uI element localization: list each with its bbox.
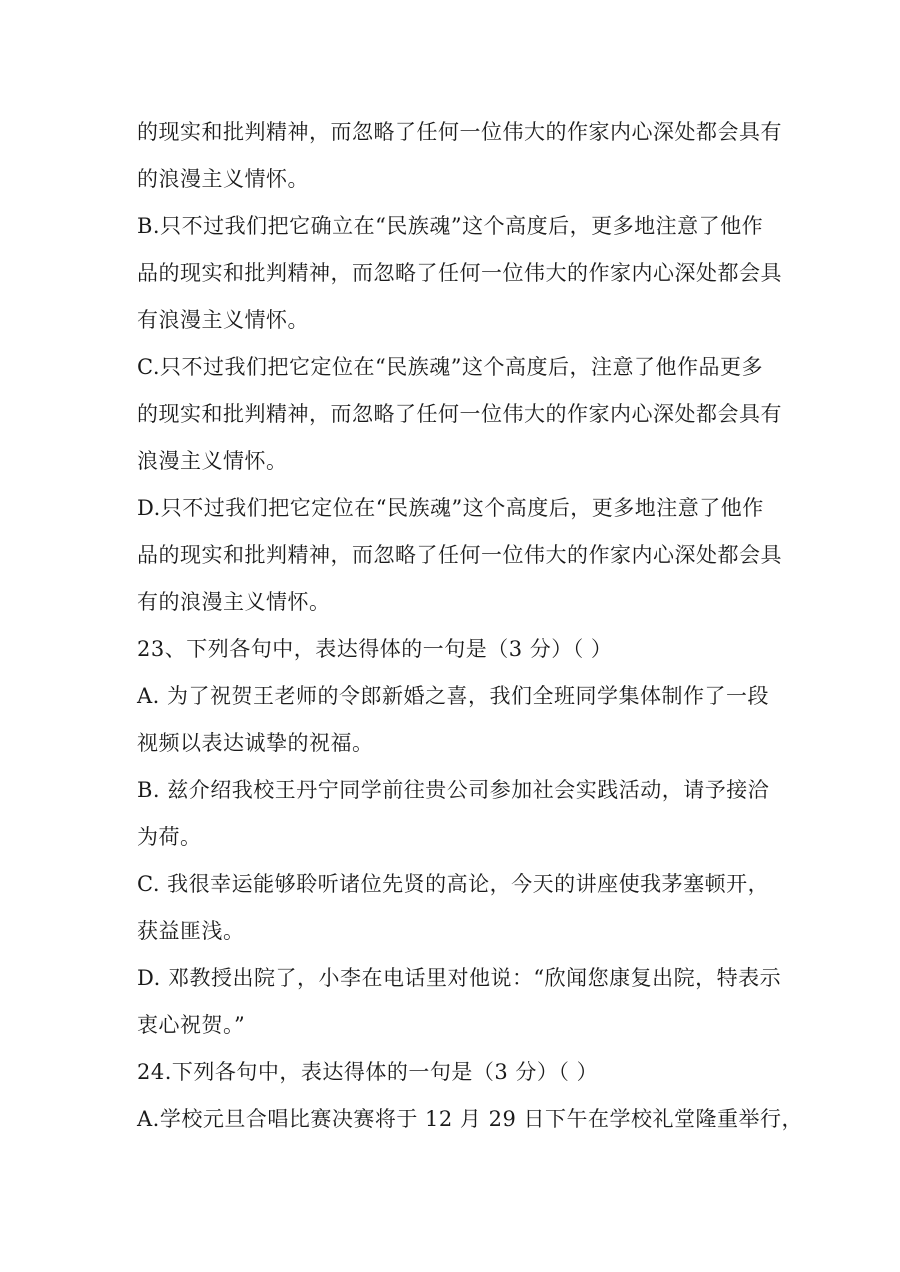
q23-option-c-line-2: 获益匪浅。: [137, 919, 245, 943]
q23-option-a-line-1: A. 为了祝贺王老师的令郎新婚之喜，我们全班同学集体制作了一段: [137, 684, 770, 708]
option-d-line-3: 有的浪漫主义情怀。: [137, 590, 331, 614]
q23-option-b-line-2: 为荷。: [137, 825, 202, 849]
q24-option-a-line-1: A.学校元旦合唱比赛决赛将于 12 月 29 日下午在学校礼堂隆重举行，: [137, 1107, 803, 1131]
q23-option-c-line-1: C. 我很幸运能够聆听诸位先贤的高论，今天的讲座使我茅塞顿开，: [137, 872, 770, 896]
option-c-line-2: 的现实和批判精神，而忽略了任何一位伟大的作家内心深处都会具有: [137, 402, 782, 426]
option-c-line-3: 浪漫主义情怀。: [137, 449, 288, 473]
q23-option-d-line-1: D. 邓教授出院了，小李在电话里对他说：“欣闻您康复出院，特表示: [137, 966, 782, 990]
option-a-continuation-line-2: 的浪漫主义情怀。: [137, 167, 309, 191]
question-24-stem: 24.下列各句中，表达得体的一句是（3 分）（ ）: [137, 1060, 599, 1084]
q23-option-d-line-2: 衷心祝贺。”: [137, 1013, 246, 1037]
q23-option-a-line-2: 视频以表达诚挚的祝福。: [137, 731, 374, 755]
option-d-line-1: D.只不过我们把它定位在“民族魂”这个高度后，更多地注意了他作: [137, 496, 764, 520]
option-b-line-2: 品的现实和批判精神，而忽略了任何一位伟大的作家内心深处都会具: [137, 261, 782, 285]
option-b-line-3: 有浪漫主义情怀。: [137, 308, 309, 332]
option-d-line-2: 品的现实和批判精神，而忽略了任何一位伟大的作家内心深处都会具: [137, 543, 782, 567]
option-b-line-1: B.只不过我们把它确立在“民族魂”这个高度后，更多地注意了他作: [137, 214, 764, 238]
option-a-continuation-line-1: 的现实和批判精神，而忽略了任何一位伟大的作家内心深处都会具有: [137, 120, 782, 144]
question-23-stem: 23、下列各句中，表达得体的一句是（3 分）（ ）: [137, 637, 613, 661]
option-c-line-1: C.只不过我们把它定位在“民族魂”这个高度后，注意了他作品更多: [137, 355, 763, 379]
q23-option-b-line-1: B. 兹介绍我校王丹宁同学前往贵公司参加社会实践活动，请予接洽: [137, 778, 770, 802]
